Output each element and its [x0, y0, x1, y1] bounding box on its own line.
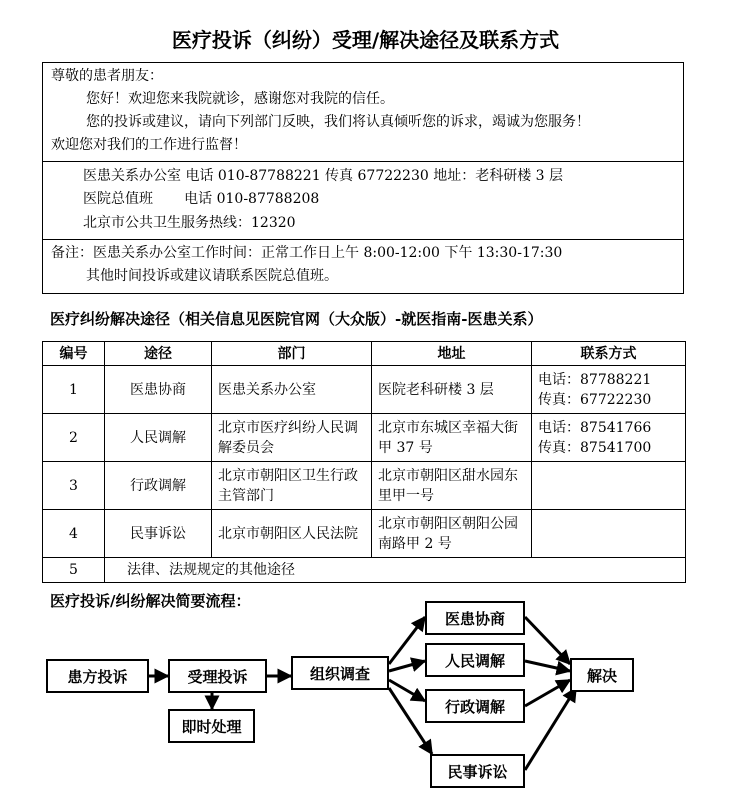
header-dept: 部门	[212, 342, 372, 366]
cell-route: 人民调解	[105, 414, 212, 462]
cell-dept: 北京市朝阳区人民法院	[212, 510, 372, 558]
flow-admin-box: 行政调解	[425, 689, 525, 723]
cell-route: 行政调解	[105, 462, 212, 510]
arrow-mediation-to-resolve	[525, 661, 570, 671]
arrow-admin-to-resolve	[525, 680, 570, 706]
cell-other-routes: 法律、法规规定的其他途径	[105, 558, 686, 583]
flow-complaint-box: 患方投诉	[46, 659, 149, 693]
cell-fax: 传真：87541700	[538, 439, 652, 456]
flow-resolve-box: 解决	[570, 658, 634, 692]
flow-mediation-box: 人民调解	[425, 643, 525, 677]
header-addr: 地址	[372, 342, 532, 366]
cell-dept: 北京市朝阳区卫生行政主管部门	[212, 462, 372, 510]
cell-addr: 医院老科研楼 3 层	[372, 366, 532, 414]
cell-route: 民事诉讼	[105, 510, 212, 558]
cell-dept: 医患关系办公室	[212, 366, 372, 414]
flow-title: 医疗投诉/纠纷解决简要流程：	[50, 592, 251, 610]
cell-route: 医患协商	[105, 366, 212, 414]
intro-line-2: 您的投诉或建议，请向下列部门反映，我们将认真倾听您的诉求，竭诚为您服务！	[86, 114, 590, 130]
cell-addr: 北京市朝阳区甜水园东里甲一号	[372, 462, 532, 510]
cell-fax: 传真：67722230	[538, 391, 652, 408]
cell-no: 5	[43, 558, 105, 583]
contact-duty: 医院总值班 电话 010-87788208	[83, 191, 320, 207]
flow-lawsuit-box: 民事诉讼	[430, 754, 525, 788]
flow-accept-box: 受理投诉	[168, 659, 267, 693]
flow-negotiate-box: 医患协商	[425, 601, 525, 635]
cell-dept: 北京市医疗纠纷人民调解委员会	[212, 414, 372, 462]
contact-hotline: 北京市公共卫生服务热线：12320	[83, 215, 296, 231]
header-no: 编号	[43, 342, 105, 366]
header-contact: 联系方式	[532, 342, 686, 366]
cell-no: 1	[43, 366, 105, 414]
cell-no: 4	[43, 510, 105, 558]
arrow-investigate-to-negotiate	[389, 617, 425, 664]
arrow-negotiate-to-resolve	[525, 617, 570, 664]
cell-addr: 北京市朝阳区朝阳公园南路甲 2 号	[372, 510, 532, 558]
flow-investigate-box: 组织调查	[291, 656, 389, 690]
cell-addr: 北京市东城区幸福大街甲 37 号	[372, 414, 532, 462]
contact-office: 医患关系办公室 电话 010-87788221 传真 67722230 地址：老科研楼 3 层	[83, 168, 564, 184]
cell-phone: 电话：87541766	[538, 419, 652, 436]
notes-line-2: 其他时间投诉或建议请联系医院总值班。	[86, 268, 338, 284]
intro-greeting: 尊敬的患者朋友：	[51, 68, 163, 84]
intro-line-1: 您好！欢迎您来我院就诊，感谢您对我院的信任。	[86, 91, 394, 107]
page-title: 医疗投诉（纠纷）受理/解决途径及联系方式	[171, 28, 560, 52]
cell-no: 2	[43, 414, 105, 462]
notes-line-1: 备注：医患关系办公室工作时间：正常工作日上午 8:00-12:00 下午 13:30-17:30	[51, 245, 563, 261]
cell-no: 3	[43, 462, 105, 510]
arrow-investigate-to-mediation	[389, 661, 425, 671]
flow-immediate-box: 即时处理	[168, 709, 255, 743]
intro-line-3: 欢迎您对我们的工作进行监督！	[51, 137, 247, 153]
header-route: 途径	[105, 342, 212, 366]
routes-title: 医疗纠纷解决途径（相关信息见医院官网（大众版）-就医指南-医患关系）	[50, 310, 543, 328]
cell-phone: 电话：87788221	[538, 371, 652, 388]
